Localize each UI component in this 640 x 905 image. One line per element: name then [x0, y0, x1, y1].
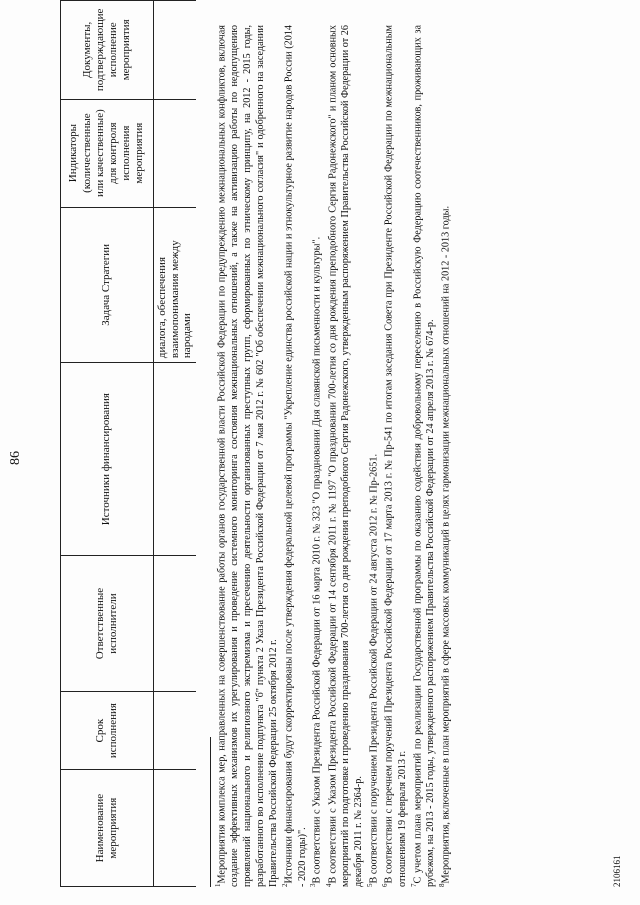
footnote: $^4$В соответствии с Указом Президента Российской Федерации от 14 сентября 2011 г. № 1197 "О праздновании 700-летия со дня рождения преподобного Сергия Радонежского" и планом основных мероприятий по подготовке и проведению празднования 700-летия со дня рождения преподобного Сергия Радонежского, утвержденным распоряжением Правительства Российской Федерации от 26 декабря 2011 г. № 2364-р. — [324, 25, 365, 887]
table-header-row — [61, 1, 154, 887]
table-cell — [154, 99, 196, 207]
col-header-executors: Ответственные исполнители — [61, 556, 154, 692]
table-cell — [154, 556, 196, 692]
col-header-funding: Источники финансирования — [61, 363, 154, 556]
footnote: $^8$Мероприятия, включенные в план мероприятий в сфере массовых коммуникаций в целях гармонизации межнациональных отношений на 2012 - 2013 годы. — [437, 205, 452, 887]
col-header-deadline: Срок исполнения — [61, 692, 154, 770]
table-cell — [154, 770, 196, 887]
strategy-task-cell: диалога, обеспечения взаимопонимания между народами — [154, 207, 196, 363]
col-header-documents: Документы, подтверждающие исполнение мероприятия — [61, 1, 154, 100]
table-cell — [154, 692, 196, 770]
col-header-name: Наименование мероприятия — [61, 770, 154, 887]
footnote-separator — [210, 737, 211, 887]
plan-table — [60, 0, 196, 887]
col-header-indicators: Индикаторы (количественные или качественные) для контроля исполнения мероприятия — [61, 99, 154, 207]
col-header-strategy-task: Задача Стратегии — [61, 207, 154, 363]
footnote: $^5$В соответствии с поручением Президента Российской Федерации от 24 августа 2012 г. № Пр-2651. — [366, 453, 380, 887]
table-row — [154, 1, 196, 887]
table-cell — [154, 1, 196, 100]
table-cell — [154, 363, 196, 556]
footnote: $^3$В соответствии с Указом Президента Российской Федерации от 16 марта 2010 г. № 323 "О праздновании Дня славянской письменности и культуры". — [309, 236, 323, 887]
document-code: 2106161 — [612, 855, 622, 887]
footnotes — [214, 25, 453, 887]
footnote: $^2$Источники финансирования будут скорректированы после утверждения федеральной целевой программы "Укрепление единства российской нации и этнокультурное развитие народов России (2014 - 2020 годы)". — [281, 25, 308, 887]
page-number: 86 — [8, 451, 23, 465]
footnote: $^7$С учетом плана мероприятий по реализации Государственной программы по оказанию содействия добровольному переселению в Российскую Федерацию соотечественников, проживающих за рубежом, на 2013 - 2015 годы, утвержденного распоряжением Правительства Российской Федерации от 24 апреля 2013 г. № 674-р. — [409, 25, 437, 887]
footnote: $^1$Мероприятия комплекса мер, направленных на совершенствование работы органов государственной власти Российской Федерации по предупреждению межнациональных конфликтов, включая создание эффективных механизмов их урегулирования и проведение системного мониторинга состояния межнациональных отношений, а также на активизацию работы по недопущению проявлений национального и религиозного экстремизма и пресечению деятельности организованных преступных групп, сформированных по этническому принципу, на 2012 - 2015 годы, разработанного во исполнение подпункта "б" пункта 2 Указа Президента Российской Федерации от 7 мая 2012 г. № 602 "Об обеспечении межнационального согласия" и одобренного на заседании Правительства Российской Федерации 25 октября 2012 г. — [214, 25, 280, 887]
footnote: $^6$В соответствии с перечнем поручений Президента Российской Федерации от 17 марта 2013 г. № Пр-541 по итогам заседания Совета при Президенте Российской Федерации по межнациональным отношениям 19 февраля 2013 г. — [381, 25, 408, 887]
